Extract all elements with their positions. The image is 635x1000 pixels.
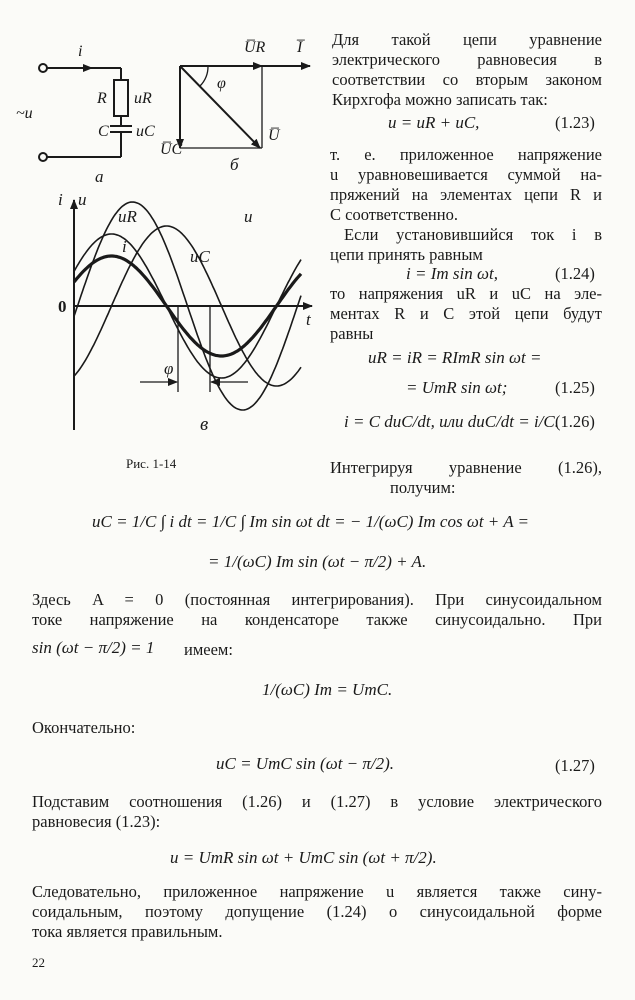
label-b: б [230, 155, 239, 174]
label-c: в [200, 414, 209, 435]
label-R: R [97, 90, 107, 107]
label-C: C [98, 123, 109, 140]
equation-number-1-27: (1.27) [555, 756, 595, 775]
equation-1-23: u = uR + uC, [388, 113, 480, 132]
line: электрического равновесия в [332, 50, 602, 69]
line: Следовательно, приложенное напряжение u является также сину- [32, 882, 602, 901]
angle-arc-phi [200, 66, 208, 86]
line: Если установившийся ток i в [344, 225, 602, 244]
paragraph-substitute [32, 792, 602, 832]
line: C соответственно. [330, 205, 458, 224]
terminal-top [39, 64, 47, 72]
equation-number-1-26: (1.26) [555, 412, 595, 431]
text-finally: Окончательно: [32, 718, 136, 737]
label-wave-uC: uC [190, 247, 210, 266]
figure-1-14 [0, 0, 330, 480]
equation-1-27: uC = UmC sin (ωt − π/2). [216, 754, 395, 773]
label-axis-i: i [58, 190, 63, 209]
line: u уравновешивается суммой на- [330, 165, 602, 184]
label-wave-u: u [244, 207, 253, 226]
paragraph-conclusion [32, 882, 602, 942]
line: соответствии со вторым законом [332, 70, 602, 89]
circuit-diagram-a [39, 64, 132, 161]
line: получим: [390, 478, 456, 497]
label-t: t [306, 310, 311, 329]
label-current-i: i [78, 43, 83, 60]
line: Здесь A = 0 (постоянная интегрирования). При синусоидальном [32, 590, 602, 609]
paragraph-balance [330, 145, 602, 225]
label-wave-uR: uR [118, 207, 137, 226]
label-UC: U̅C [160, 141, 183, 158]
label-a: а [95, 167, 104, 186]
equation-sum: u = UmR sin ωt + UmC sin (ωt + π/2). [170, 848, 437, 867]
line: равны [330, 324, 374, 343]
integral-line-1: uC = 1/C ∫ i dt = 1/C ∫ Im sin ωt dt = − 1/(ωC) Im cos ωt + A = [92, 512, 530, 531]
line: Подставим соотношения (1.26) и (1.27) в условие электрического [32, 792, 602, 811]
equation-1-25b: = UmR sin ωt; [406, 378, 508, 397]
label-U: U̅ [268, 127, 280, 144]
line: ментах R и C этой цепи будут [330, 304, 602, 323]
resistor [114, 80, 128, 116]
label-UR: U̅R [244, 39, 266, 56]
equation-number-1-24: (1.24) [555, 264, 595, 283]
line: цепи принять равным [330, 245, 483, 264]
label-source-u: ~u [16, 105, 33, 122]
line: равновесия (1.23): [32, 812, 161, 831]
label-axis-u: u [78, 190, 87, 209]
equation-1-24: i = Im sin ωt, [406, 264, 498, 283]
page-number: 22 [32, 955, 45, 970]
equation-amplitude: 1/(ωC) Im = UmC. [262, 680, 393, 699]
paragraph-constant [32, 590, 602, 630]
integral-line-2: = 1/(ωC) Im sin (ωt − π/2) + A. [208, 552, 427, 571]
label-uR: uR [134, 90, 152, 107]
line: Интегрируя уравнение (1.26), [330, 458, 602, 477]
label-uC: uC [136, 123, 155, 140]
line: т. е. приложенное напряжение [330, 145, 602, 164]
figure-caption: Рис. 1-14 [126, 456, 177, 471]
label-phi-c: φ [164, 359, 174, 378]
paragraph-voltages [330, 284, 602, 344]
text-we-have: имеем: [184, 640, 233, 659]
line: Для такой цепи уравнение [332, 30, 602, 49]
label-zero: 0 [58, 297, 67, 316]
equation-1-26: i = C duC/dt, или duC/dt = i/C. [344, 412, 560, 431]
equation-number-1-23: (1.23) [555, 113, 595, 132]
equation-number-1-25: (1.25) [555, 378, 595, 397]
line: соидальным, поэтому допущение (1.24) о синусоидальной форме [32, 902, 602, 921]
condition-sin-equals-one: sin (ωt − π/2) = 1 [32, 638, 155, 657]
line: Кирхгофа можно записать так: [332, 90, 548, 109]
label-I: I̅ [297, 39, 303, 56]
line: пряжений на элементах цепи R и [330, 185, 602, 204]
line: токе напряжение на конденсаторе также синусоидально. При [32, 610, 602, 629]
terminal-bottom [39, 153, 47, 161]
paragraph-current [330, 225, 602, 265]
equation-1-25a: uR = iR = RImR sin ωt = [368, 348, 542, 367]
line: тока является правильным. [32, 922, 223, 941]
paragraph-intro [332, 30, 602, 110]
label-wave-i: i [122, 237, 127, 256]
phasor-diagram-b [180, 66, 310, 148]
paragraph-integrate [330, 458, 602, 498]
label-phi-b: φ [217, 75, 226, 92]
line: то напряжения uR и uC на эле- [330, 284, 602, 303]
waveform-plot-c [74, 200, 312, 430]
